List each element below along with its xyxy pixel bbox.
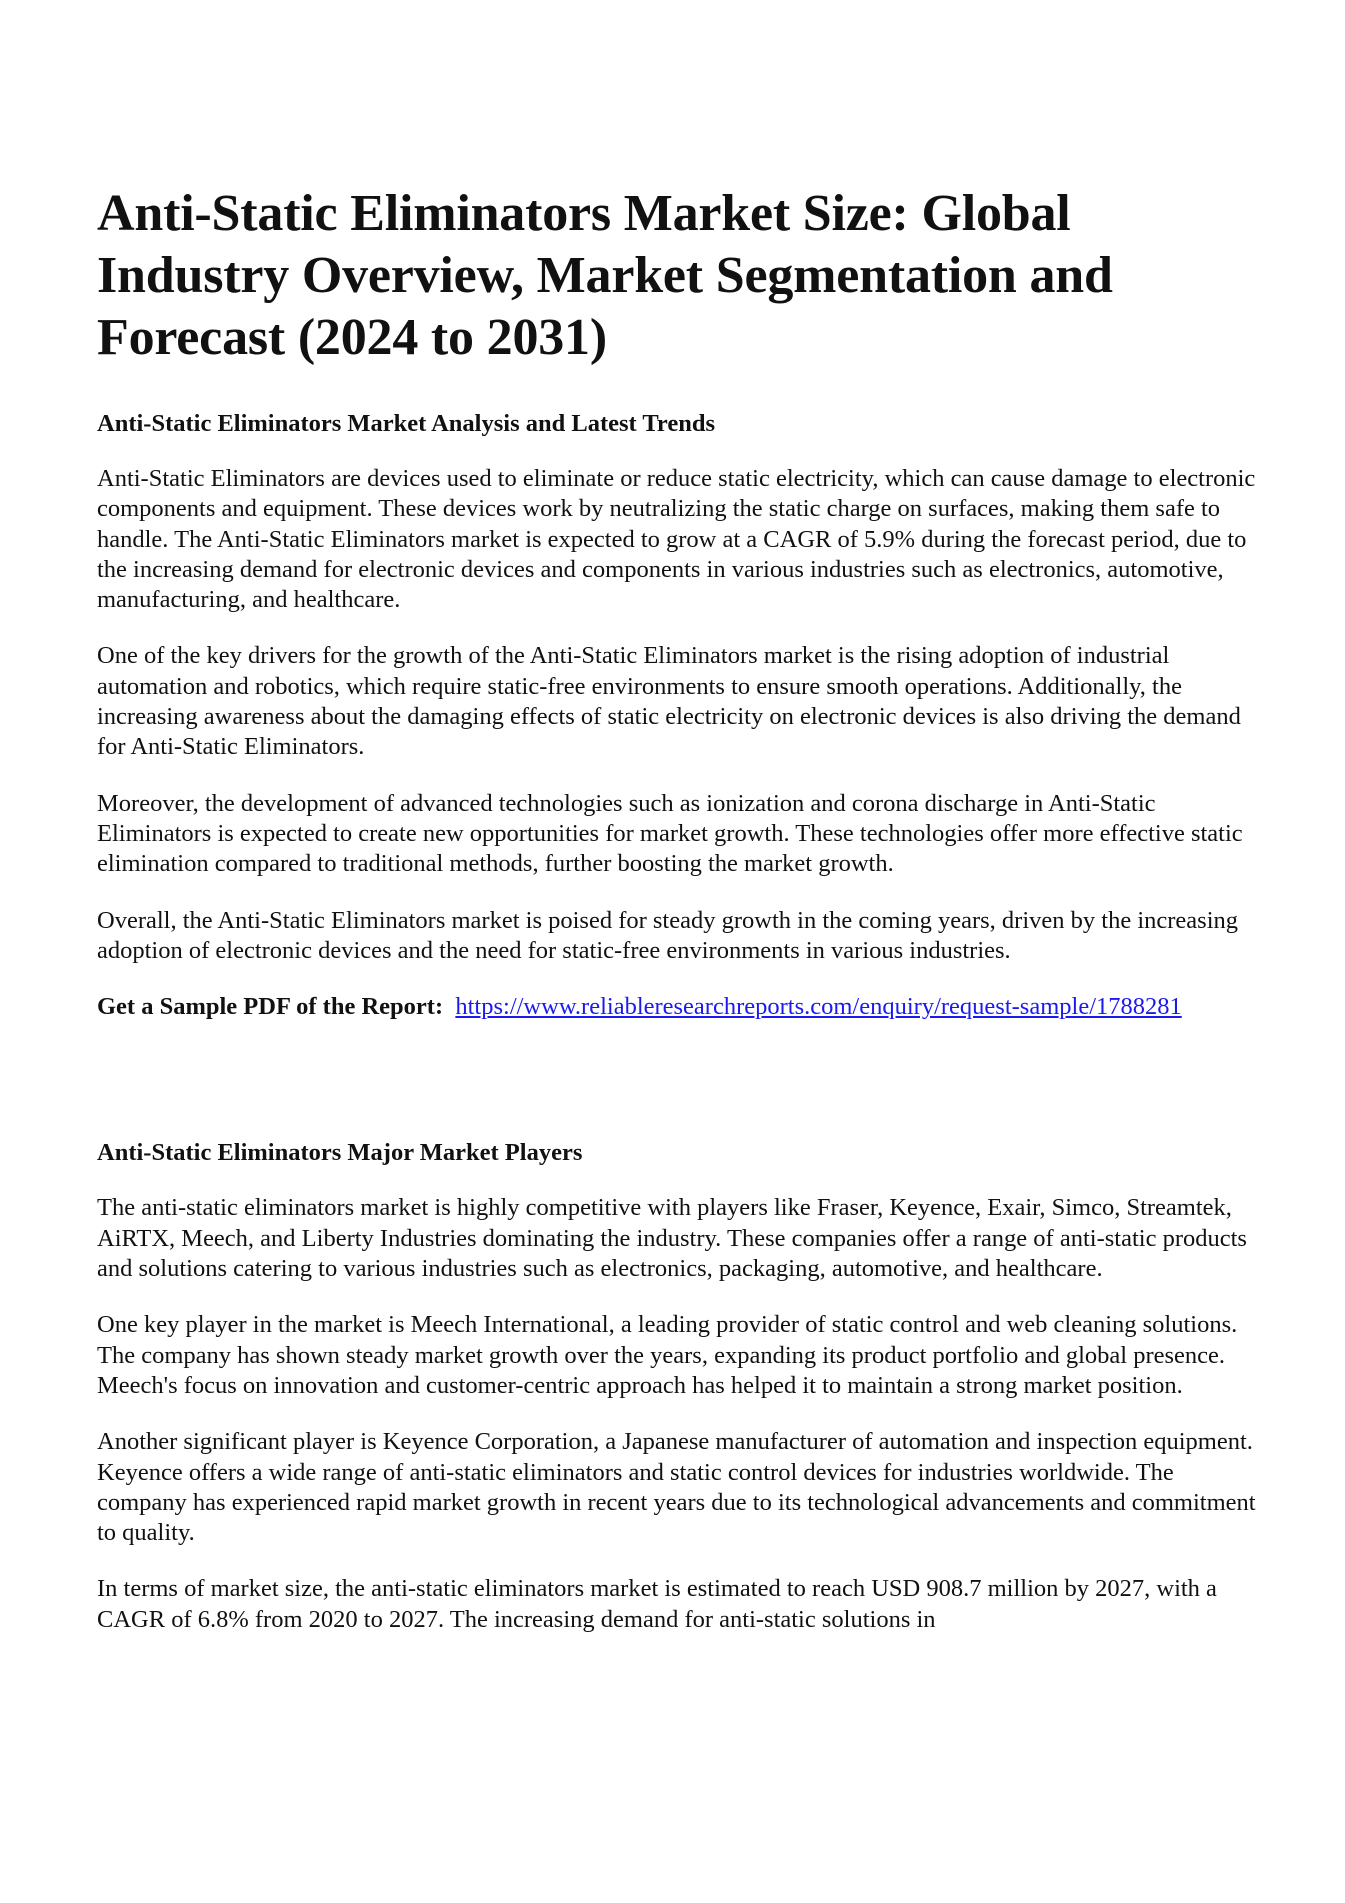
section-market-analysis	[97, 409, 1267, 1022]
section-heading: Anti-Static Eliminators Market Analysis and Latest Trends	[97, 410, 715, 437]
paragraph: Moreover, the development of advanced technologies such as ionization and corona discharge in Anti-Static Eliminators is expected to create new opportunities for market growth. These technologies offer more effective static elimination compared to traditional methods, further boosting the market growth.	[97, 789, 1243, 878]
sample-pdf-line	[97, 992, 1267, 1022]
section-heading: Anti-Static Eliminators Major Market Players	[97, 1139, 583, 1167]
paragraph: One of the key drivers for the growth of the Anti-Static Eliminators market is the rising adoption of industrial automation and robotics, which require static-free environments to ensure smooth operations. Additionally, the increasing awareness about the damaging effects of static electricity on electronic devices is also driving the demand for Anti-Static Eliminators.	[97, 642, 1241, 761]
paragraph: Another significant player is Keyence Corporation, a Japanese manufacturer of automation and inspection equipment. Keyence offers a wide range of anti-static eliminators and static control devices for industries worldwide. The company has experienced rapid market growth in recent years due to its technological advancements and commitment to quality.	[97, 1428, 1256, 1547]
paragraph: Anti-Static Eliminators are devices used to eliminate or reduce static electricity, which can cause damage to electronic components and equipment. These devices work by neutralizing the static charge on surfaces, making them safe to handle. The Anti-Static Eliminators market is expected to grow at a CAGR of 5.9% during the forecast period, due to the increasing demand for electronic devices and components in various industries such as electronics, automotive, manufacturing, and healthcare.	[97, 465, 1256, 614]
sample-pdf-link[interactable]: https://www.reliableresearchreports.com/enquiry/request-sample/1788281	[455, 993, 1182, 1021]
paragraph: Overall, the Anti-Static Eliminators market is poised for steady growth in the coming years, driven by the increasing adoption of electronic devices and the need for static-free environments in various industries.	[97, 906, 1239, 964]
paragraph: In terms of market size, the anti-static eliminators market is estimated to reach USD 908.7 million by 2027, with a CAGR of 6.8% from 2020 to 2027. The increasing demand for anti-static solutions in	[97, 1575, 1217, 1633]
paragraph: The anti-static eliminators market is highly competitive with players like Fraser, Keyence, Exair, Simco, Streamtek, AiRTX, Meech, and Liberty Industries dominating the industry. These companies offer a range of anti-static products and solutions catering to various industries such as electronics, packaging, automotive, and healthcare.	[97, 1194, 1247, 1283]
section-major-players	[97, 1138, 1267, 1635]
spacer	[97, 1022, 1267, 1138]
sample-pdf-label: Get a Sample PDF of the Report:	[97, 993, 444, 1021]
document-title: Anti-Static Eliminators Market Size: Global Industry Overview, Market Segmentation and Forecast (2024 to 2031)	[97, 185, 1113, 366]
document-page	[97, 183, 1267, 1661]
paragraph: One key player in the market is Meech International, a leading provider of static control and web cleaning solutions. The company has shown steady market growth over the years, expanding its product portfolio and global presence. Meech's focus on innovation and customer-centric approach has helped it to maintain a strong market position.	[97, 1311, 1238, 1399]
